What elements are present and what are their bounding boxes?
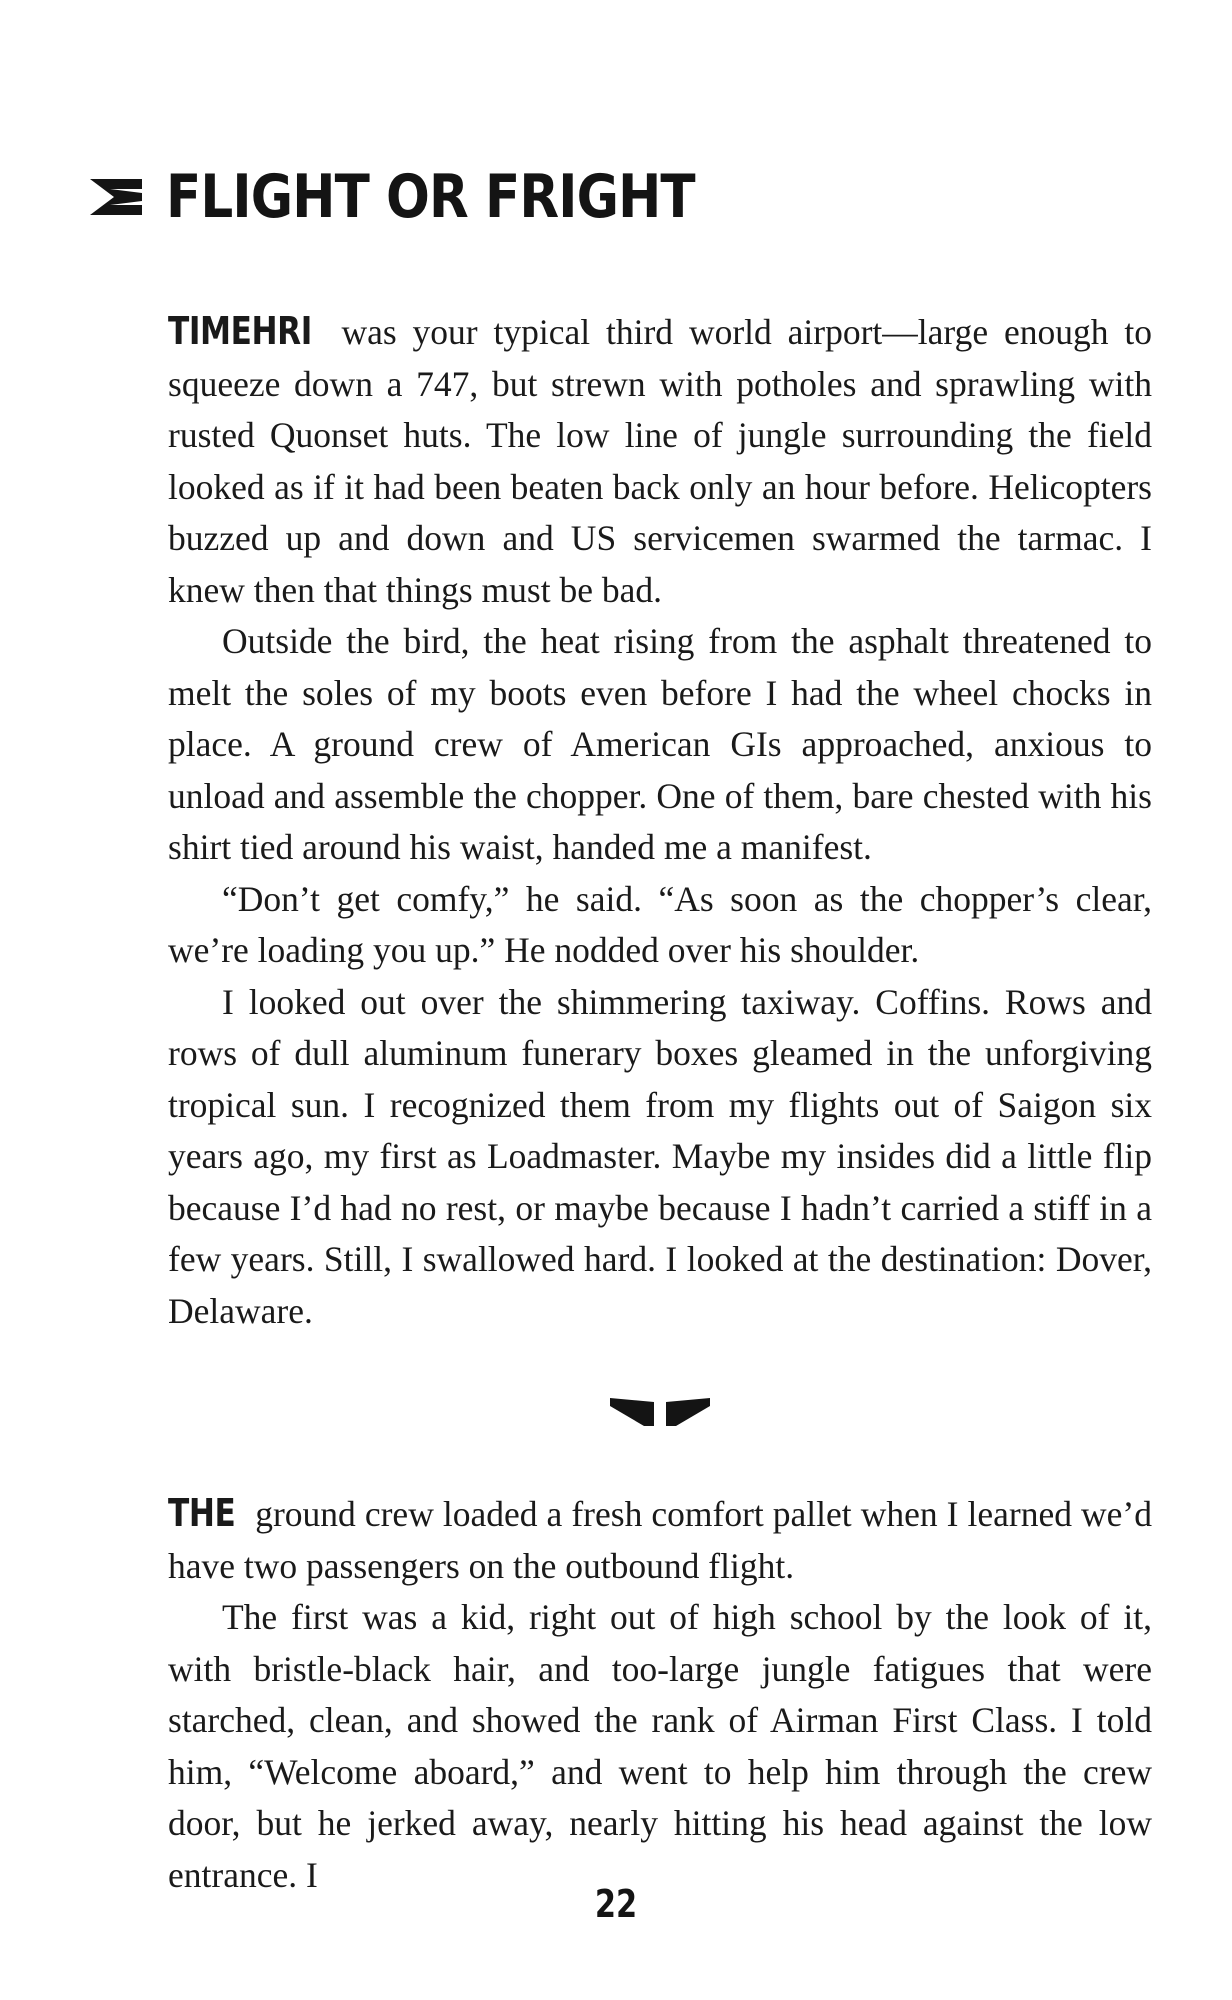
paragraph-text: was your typical third world airport—large enough to squeeze down a 747, but strewn with potholes and sprawling with rusted Quonset huts. The low line of jungle surrounding the field looked as if it had been beaten back only an hour before. Helicopters buzzed up and down and US servicemen swarmed the tarmac. I knew then that things must be bad. — [168, 312, 1152, 610]
page-number: 22 — [594, 1882, 638, 1926]
lead-word: TIMEHRI — [168, 309, 312, 353]
section-one — [168, 306, 1152, 1337]
paragraph-text: ground crew loaded a fresh comfort pallet when I learned we’d have two passengers on the outbound flight. — [168, 1494, 1152, 1586]
paragraph: I looked out over the shimmering taxiway. Coffins. Rows and rows of dull aluminum funerary boxes gleamed in the unforgiving tropical sun. I recognized them from my flights out of Saigon six years ago, my first as Loadmaster. Maybe my insides did a little flip because I’d had no rest, or maybe because I hadn’t carried a stiff in a few years. Still, I swallowed hard. I looked at the destination: Dover, Delaware. — [168, 981, 1152, 1331]
paragraph: “Don’t get comfy,” he said. “As soon as the chopper’s clear, we’re loading you up.” He nodded over his shoulder. — [168, 878, 1152, 970]
wings-divider-icon — [608, 1394, 712, 1430]
section-two — [168, 1488, 1152, 1901]
chapter-header — [88, 162, 781, 232]
chevron-banner-icon — [88, 177, 144, 217]
lead-word: THE — [168, 1491, 236, 1535]
paragraph: The first was a kid, right out of high school by the look of it, with bristle-black hair, and too-large jungle fatigues that were starched, clean, and showed the rank of Airman First Class. I told him, “Welcome aboard,” and went to help him through the crew door, but he jerked away, nearly hitting his head against the low entrance. I — [168, 1597, 1152, 1895]
paragraph — [168, 1488, 1152, 1592]
paragraph: Outside the bird, the heat rising from the asphalt threatened to melt the soles of my boots even before I had the wheel chocks in place. A ground crew of American GIs approached, anxious to unload and assemble the chopper. One of them, bare chested with his shirt tied around his waist, handed me a manifest. — [168, 621, 1152, 867]
chapter-title: FLIGHT OR FRIGHT — [166, 162, 695, 232]
paragraph — [168, 306, 1152, 616]
